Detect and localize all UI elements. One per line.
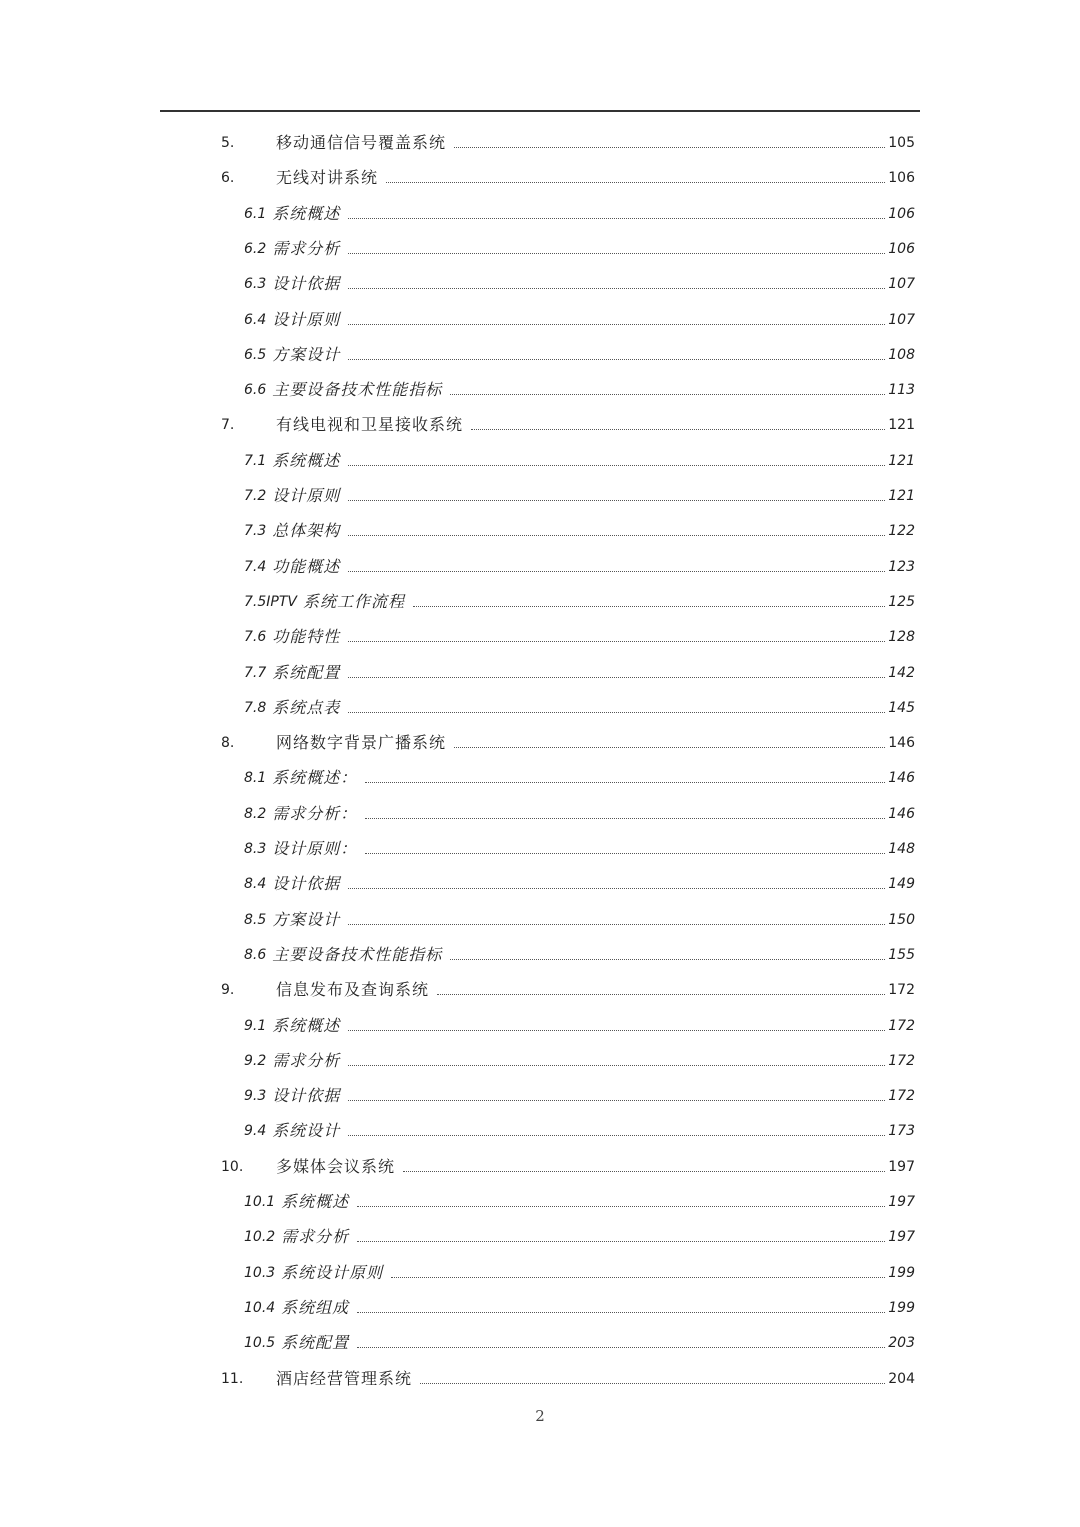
- toc-dot-leader: [357, 1346, 885, 1348]
- toc-entry[interactable]: [244, 1112, 915, 1142]
- toc-dot-leader: [357, 1205, 885, 1207]
- toc-entry-page: 125: [888, 593, 915, 610]
- toc-entry-title: 移动通信信号覆盖系统: [276, 133, 447, 152]
- toc-entry-title: 需求分析: [281, 1227, 350, 1247]
- toc-dot-leader: [413, 605, 885, 607]
- toc-entry[interactable]: [244, 901, 915, 931]
- toc-entry[interactable]: [221, 1148, 915, 1178]
- toc-entry-number: 7.2: [244, 488, 267, 504]
- toc-entry-title: 设计原则：: [272, 839, 358, 858]
- toc-entry-page: 172: [888, 1052, 915, 1069]
- toc-entry-page: 107: [888, 276, 915, 293]
- toc-entry-number: 7.6: [244, 629, 267, 646]
- toc-entry-page: 108: [888, 346, 915, 363]
- toc-entry[interactable]: [244, 265, 915, 295]
- toc-entry-page: 106: [888, 170, 915, 187]
- toc-entry[interactable]: [221, 971, 915, 1001]
- toc-entry-page: 172: [888, 982, 915, 999]
- toc-entry-title: 设计依据: [272, 874, 341, 894]
- toc-entry-title: 功能特性: [272, 627, 341, 647]
- toc-entry-page: 105: [888, 135, 915, 151]
- toc-entry-number: 10.3: [244, 1264, 276, 1281]
- toc-entry-number: 6.3: [244, 276, 267, 293]
- toc-entry-title: 设计原则: [272, 309, 341, 329]
- toc-entry-page: 197: [888, 1229, 915, 1246]
- toc-entry-page: 172: [888, 1088, 915, 1105]
- toc-dot-leader: [391, 1276, 885, 1278]
- toc-entry[interactable]: [244, 195, 915, 225]
- toc-entry-number: 8.6: [244, 946, 267, 963]
- toc-dot-leader: [365, 852, 885, 854]
- toc-dot-leader: [454, 746, 885, 748]
- toc-dot-leader: [348, 676, 885, 678]
- toc-entry-title: 系统配置: [272, 662, 341, 682]
- toc-entry-title: 系统概述: [272, 1015, 341, 1035]
- toc-dot-leader: [437, 993, 885, 995]
- toc-entry-number: 10.5: [244, 1335, 276, 1352]
- toc-entry[interactable]: [221, 406, 915, 436]
- toc-entry[interactable]: [244, 1289, 915, 1319]
- toc-entry[interactable]: [244, 830, 915, 860]
- toc-entry-page: 145: [888, 699, 915, 716]
- toc-entry[interactable]: [244, 795, 915, 825]
- toc-dot-leader: [450, 958, 885, 960]
- toc-entry[interactable]: [244, 689, 915, 719]
- toc-entry[interactable]: [244, 477, 915, 507]
- toc-entry-page: 106: [888, 240, 915, 257]
- toc-dot-leader: [348, 534, 885, 536]
- toc-entry-number: 7.5IPTV: [244, 593, 297, 610]
- toc-entry-title: 系统设计原则: [281, 1262, 384, 1282]
- toc-entry-title: 方案设计: [272, 909, 341, 929]
- toc-dot-leader: [348, 640, 885, 642]
- toc-dot-leader: [348, 358, 885, 360]
- toc-dot-leader: [454, 146, 885, 148]
- toc-dot-leader: [348, 1029, 885, 1031]
- toc-entry-title: 总体架构: [272, 521, 341, 541]
- toc-entry-page: 146: [888, 735, 915, 752]
- toc-entry-title: 设计原则: [272, 486, 341, 505]
- toc-entry-title: 有线电视和卫星接收系统: [276, 415, 464, 435]
- toc-entry-number: 9.: [221, 982, 235, 999]
- toc-entry-number: 10.2: [244, 1229, 276, 1246]
- toc-entry[interactable]: [244, 336, 915, 366]
- toc-entry[interactable]: [244, 1077, 915, 1107]
- toc-entry-number: 7.1: [244, 452, 267, 469]
- toc-entry[interactable]: [244, 759, 915, 789]
- toc-entry-page: 204: [888, 1370, 915, 1387]
- toc-entry-title: 设计依据: [272, 274, 341, 294]
- toc-entry-number: 8.5: [244, 911, 267, 928]
- toc-dot-leader: [348, 217, 885, 219]
- toc-entry-page: 128: [888, 629, 915, 646]
- toc-entry-title: 系统组成: [281, 1297, 350, 1317]
- toc-entry[interactable]: [244, 301, 915, 331]
- toc-dot-leader: [386, 181, 885, 183]
- toc-entry[interactable]: [244, 1254, 915, 1284]
- toc-entry-number: 6.: [221, 170, 235, 187]
- toc-entry-title: 多媒体会议系统: [276, 1156, 396, 1176]
- toc-dot-leader: [348, 1099, 885, 1101]
- toc-entry-page: 113: [888, 382, 915, 399]
- toc-entry-page: 150: [888, 911, 915, 928]
- toc-entry-title: 系统配置: [281, 1333, 350, 1353]
- toc-entry-title: 设计依据: [272, 1086, 341, 1106]
- toc-entry-title: 方案设计: [272, 344, 341, 364]
- toc-entry-page: 173: [888, 1123, 915, 1140]
- toc-dot-leader: [348, 887, 885, 889]
- toc-entry-page: 107: [888, 311, 915, 328]
- toc-entry-page: 172: [888, 1017, 915, 1034]
- toc-entry-number: 10.: [221, 1158, 244, 1175]
- toc-entry[interactable]: [244, 865, 915, 895]
- toc-dot-leader: [348, 323, 885, 325]
- toc-entry-page: 197: [888, 1158, 915, 1175]
- toc-entry-number: 8.2: [244, 805, 267, 822]
- toc-dot-leader: [348, 464, 885, 466]
- toc-entry-page: 148: [888, 841, 915, 857]
- toc-entry-title: 需求分析: [272, 238, 341, 258]
- toc-entry-page: 121: [888, 452, 915, 469]
- toc-entry-page: 149: [888, 876, 915, 893]
- toc-entry[interactable]: [244, 936, 915, 966]
- toc-entry-page: 146: [888, 805, 915, 822]
- toc-entry[interactable]: [244, 548, 915, 578]
- toc-entry-number: 8.3: [244, 841, 267, 857]
- toc-entry-page: 197: [888, 1194, 915, 1210]
- toc-entry-page: 142: [888, 664, 915, 681]
- toc-entry-title: 功能概述: [272, 556, 341, 576]
- toc-entry-number: 9.3: [244, 1088, 267, 1105]
- toc-entry-title: 系统点表: [272, 697, 341, 717]
- toc-entry[interactable]: [221, 124, 915, 154]
- toc-dot-leader: [348, 1064, 885, 1066]
- toc-dot-leader: [471, 428, 885, 430]
- toc-dot-leader: [403, 1170, 885, 1172]
- toc-entry-title: 网络数字背景广播系统: [276, 733, 447, 753]
- toc-dot-leader: [348, 1134, 885, 1136]
- toc-entry-number: 7.7: [244, 664, 267, 681]
- toc-entry-number: 8.4: [244, 876, 267, 893]
- toc-entry-page: 155: [888, 946, 915, 963]
- toc-entry[interactable]: [221, 724, 915, 754]
- toc-entry-number: 6.4: [244, 311, 267, 328]
- toc-dot-leader: [348, 499, 885, 501]
- toc-entry-title: 系统概述: [281, 1192, 350, 1211]
- header-rule: [160, 110, 920, 112]
- toc-entry-title: 主要设备技术性能指标: [272, 380, 443, 400]
- toc-entry-page: 199: [888, 1299, 915, 1316]
- toc-entry-title: 系统概述：: [272, 768, 358, 788]
- toc-dot-leader: [420, 1382, 885, 1384]
- toc-entry[interactable]: [244, 442, 915, 472]
- toc-entry[interactable]: [244, 1007, 915, 1037]
- toc-entry-number: 11.: [221, 1370, 244, 1387]
- toc-entry-number: 6.1: [244, 205, 267, 222]
- toc-entry[interactable]: [244, 1324, 915, 1354]
- toc-entry-page: 199: [888, 1264, 915, 1281]
- toc-entry-number: 6.2: [244, 240, 267, 257]
- toc-entry[interactable]: [244, 618, 915, 648]
- toc-entry-number: 8.1: [244, 770, 267, 787]
- toc-entry-title: 酒店经营管理系统: [276, 1368, 413, 1388]
- toc-entry-page: 121: [888, 417, 915, 434]
- toc-entry-page: 203: [888, 1335, 915, 1352]
- toc-dot-leader: [357, 1311, 885, 1313]
- toc-dot-leader: [348, 570, 885, 572]
- toc-entry[interactable]: [244, 230, 915, 260]
- toc-entry-title: 主要设备技术性能指标: [272, 944, 443, 964]
- toc-entry-number: 6.6: [244, 382, 267, 399]
- toc-entry-title: 系统设计: [272, 1121, 341, 1141]
- toc-entry-page: 121: [888, 488, 915, 504]
- toc-entry-number: 7.4: [244, 558, 267, 575]
- toc-entry-number: 6.5: [244, 346, 267, 363]
- toc-entry-number: 9.4: [244, 1123, 267, 1140]
- toc-dot-leader: [348, 287, 885, 289]
- toc-entry-number: 10.4: [244, 1299, 276, 1316]
- toc-entry[interactable]: [221, 159, 915, 189]
- toc-entry-number: 9.1: [244, 1017, 267, 1034]
- toc-entry-page: 146: [888, 770, 915, 787]
- toc-dot-leader: [365, 817, 885, 819]
- toc-entry-title: 系统概述: [272, 203, 341, 223]
- toc-entry[interactable]: [244, 1183, 915, 1213]
- toc-entry[interactable]: [244, 1042, 915, 1072]
- toc-dot-leader: [357, 1240, 885, 1242]
- toc-dot-leader: [450, 393, 885, 395]
- toc-entry-number: 7.3: [244, 523, 267, 540]
- toc-entry-title: 系统概述: [272, 450, 341, 470]
- toc-entry[interactable]: [244, 371, 915, 401]
- toc-entry[interactable]: [244, 583, 915, 613]
- toc-entry-number: 9.2: [244, 1052, 267, 1069]
- toc-entry[interactable]: [244, 512, 915, 542]
- toc-entry-title: 无线对讲系统: [276, 168, 379, 188]
- page-number: 2: [535, 1407, 545, 1425]
- toc-entry[interactable]: [221, 1360, 915, 1390]
- toc-entry-title: 系统工作流程: [302, 591, 405, 611]
- toc-entry-number: 10.1: [244, 1194, 276, 1210]
- toc-entry-title: 需求分析：: [272, 803, 358, 823]
- toc-dot-leader: [348, 923, 885, 925]
- toc-entry-title: 需求分析: [272, 1050, 341, 1070]
- toc-entry-number: 7.8: [244, 699, 267, 716]
- toc-entry-title: 信息发布及查询系统: [276, 980, 430, 1000]
- toc-entry-page: 123: [888, 558, 915, 575]
- toc-dot-leader: [365, 781, 885, 783]
- toc-entry-page: 122: [888, 523, 915, 540]
- toc-entry-number: 5.: [221, 135, 235, 151]
- toc-entry[interactable]: [244, 654, 915, 684]
- toc-dot-leader: [348, 252, 885, 254]
- toc-entry-page: 106: [888, 205, 915, 222]
- toc-entry[interactable]: [244, 1218, 915, 1248]
- toc-entry-number: 7.: [221, 417, 235, 434]
- toc-entry-number: 8.: [221, 735, 235, 752]
- toc-dot-leader: [348, 711, 885, 713]
